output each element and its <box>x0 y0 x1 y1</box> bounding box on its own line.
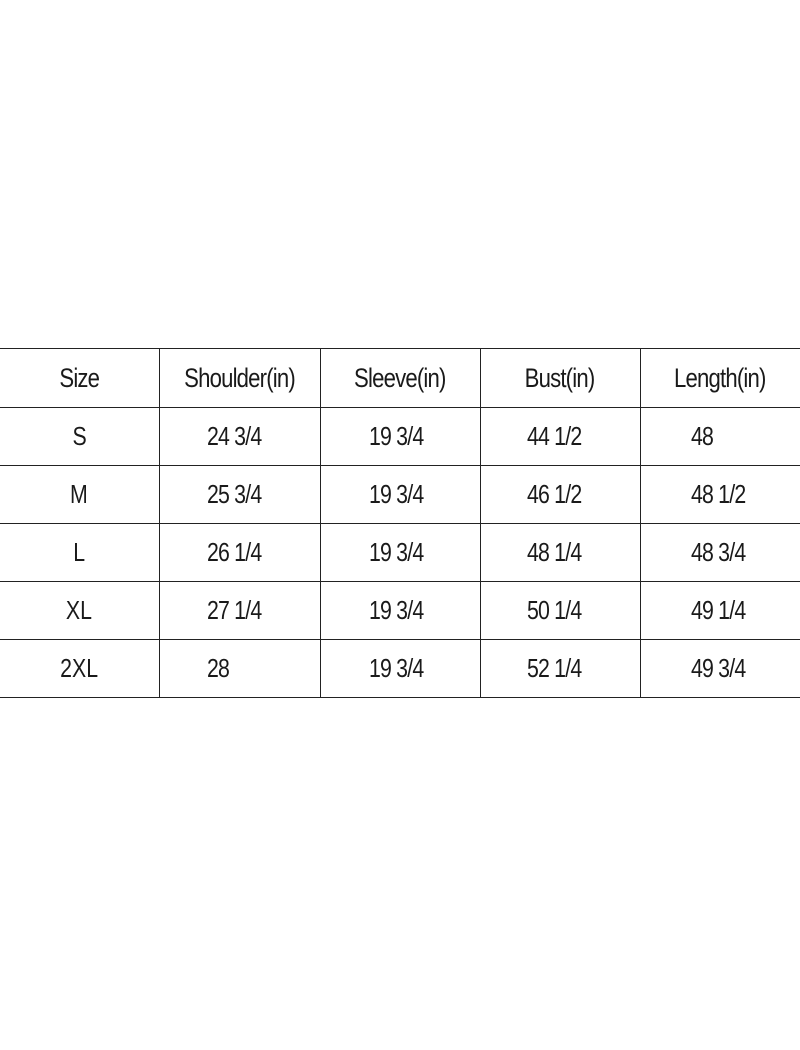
sleeve-cell: 19 3/4 <box>320 466 480 524</box>
table-row <box>0 524 800 582</box>
table-row <box>0 582 800 640</box>
shoulder-cell: 24 3/4 <box>159 408 320 466</box>
bust-cell: 48 1/4 <box>480 524 640 582</box>
table-row <box>0 640 800 698</box>
size-cell: L <box>0 524 159 582</box>
header-bust: Bust(in) <box>480 349 640 408</box>
header-shoulder: Shoulder(in) <box>159 349 320 408</box>
shoulder-cell: 28 <box>159 640 320 698</box>
length-cell: 49 1/4 <box>640 582 800 640</box>
size-cell: S <box>0 408 159 466</box>
sleeve-cell: 19 3/4 <box>320 640 480 698</box>
bust-cell: 50 1/4 <box>480 582 640 640</box>
sleeve-cell: 19 3/4 <box>320 408 480 466</box>
length-cell: 48 <box>640 408 800 466</box>
shoulder-cell: 26 1/4 <box>159 524 320 582</box>
size-cell: 2XL <box>0 640 159 698</box>
shoulder-cell: 25 3/4 <box>159 466 320 524</box>
sleeve-cell: 19 3/4 <box>320 524 480 582</box>
table-row <box>0 466 800 524</box>
header-row <box>0 349 800 408</box>
table-row <box>0 408 800 466</box>
header-length: Length(in) <box>640 349 800 408</box>
size-cell: XL <box>0 582 159 640</box>
length-cell: 48 3/4 <box>640 524 800 582</box>
shoulder-cell: 27 1/4 <box>159 582 320 640</box>
size-cell: M <box>0 466 159 524</box>
size-chart-table <box>0 348 800 698</box>
bust-cell: 44 1/2 <box>480 408 640 466</box>
sleeve-cell: 19 3/4 <box>320 582 480 640</box>
header-size: Size <box>0 349 159 408</box>
header-sleeve: Sleeve(in) <box>320 349 480 408</box>
bust-cell: 52 1/4 <box>480 640 640 698</box>
bust-cell: 46 1/2 <box>480 466 640 524</box>
length-cell: 48 1/2 <box>640 466 800 524</box>
length-cell: 49 3/4 <box>640 640 800 698</box>
